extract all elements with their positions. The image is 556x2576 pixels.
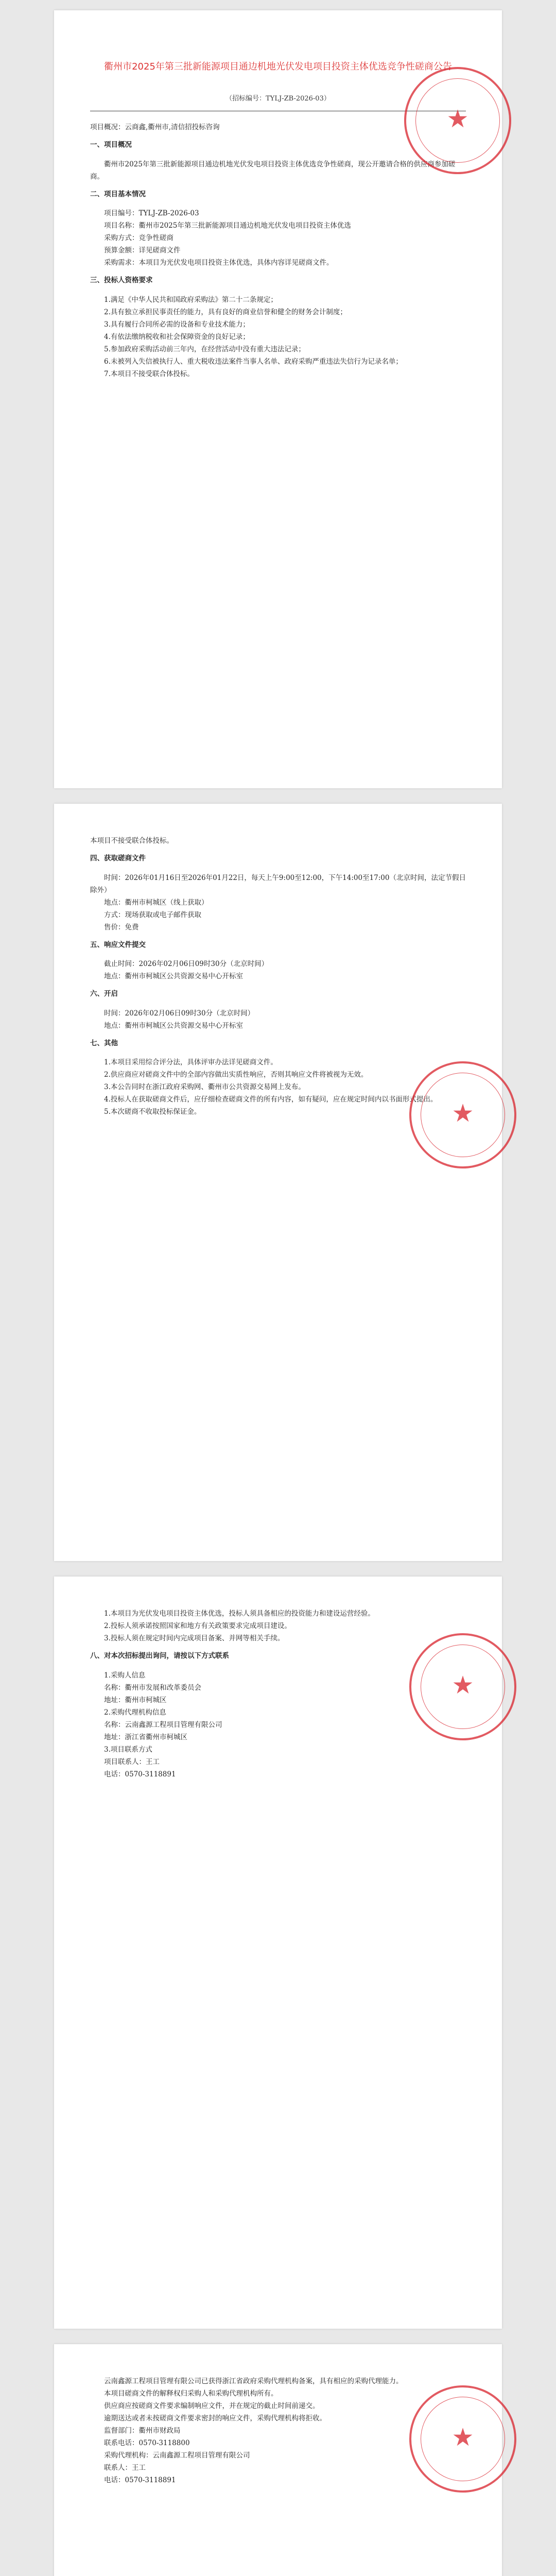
paragraph: 7.本项目不接受联合体投标。 — [104, 369, 194, 378]
paragraph: 地点：衢州市柯城区公共资源交易中心开标室 — [104, 972, 243, 980]
paragraph: 项目编号：TYLJ-ZB-2026-03 — [104, 209, 199, 217]
section-heading: 二、项目基本情况 — [90, 190, 146, 198]
paragraph: 本项目磋商文件的解释权归采购人和采购代理机构所有。 — [104, 2389, 278, 2398]
paragraph: 时间：2026年02月06日09时30分（北京时间） — [104, 1009, 255, 1018]
paragraph: 6.未被列入失信被执行人、重大税收违法案件当事人名单、政府采购严重违法失信行为记录名单； — [104, 357, 403, 366]
section-heading: 三、投标人资格要求 — [90, 276, 153, 284]
paragraph: 采购方式：竞争性磋商 — [104, 234, 173, 242]
paragraph: 3.具有履行合同所必需的设备和专业技术能力； — [104, 320, 250, 329]
section-block — [90, 835, 466, 1118]
paragraph: 3.投标人须在规定时间内完成项目备案、并网等相关手续。 — [104, 1634, 285, 1642]
page-4 — [54, 2344, 502, 2576]
section-block — [90, 121, 466, 380]
section-heading: 一、项目概况 — [90, 141, 132, 149]
paragraph: 1.本项目采用综合评分法，具体评审办法详见磋商文件。 — [104, 1058, 277, 1066]
paragraph: 本项目不接受联合体投标。 — [90, 837, 173, 845]
paragraph: 项目联系人：王工 — [104, 1757, 160, 1766]
section-heading: 四、获取磋商文件 — [90, 854, 146, 862]
paragraph: 售价：免费 — [104, 923, 139, 931]
paragraph: 1.满足《中华人民共和国政府采购法》第二十二条规定； — [104, 295, 277, 304]
paragraph: 3.本公告同时在浙江政府采购网、衢州市公共资源交易网上发布。 — [104, 1083, 305, 1091]
paragraph: 1.采购人信息 — [104, 1671, 146, 1680]
paragraph: 供应商应按磋商文件要求编制响应文件，并在规定的截止时间前递交。 — [104, 2402, 320, 2410]
section-heading: 八、对本次招标提出询问，请按以下方式联系 — [90, 1652, 229, 1660]
paragraph: 方式：现场获取或电子邮件获取 — [104, 910, 201, 919]
paragraph: 地址：衢州市柯城区 — [104, 1696, 167, 1704]
paragraph: 2.供应商应对磋商文件中的全部内容做出实质性响应，否则其响应文件将被视为无效。 — [104, 1071, 368, 1079]
paragraph: 5.本次磋商不收取投标保证金。 — [104, 1108, 201, 1116]
official-seal: ★ — [404, 67, 511, 174]
paragraph: 名称：云南鑫源工程项目管理有限公司 — [104, 1720, 222, 1729]
paragraph: 5.参加政府采购活动前三年内，在经营活动中没有重大违法记录； — [104, 345, 305, 353]
paragraph: 联系人：王工 — [104, 2464, 146, 2472]
page-1 — [54, 10, 502, 788]
paragraph: 地址：浙江省衢州市柯城区 — [104, 1733, 187, 1741]
official-seal: ★ — [409, 1061, 516, 1168]
paragraph: 地点：衢州市柯城区（线上获取） — [104, 898, 208, 907]
paragraph: 截止时间：2026年02月06日09时30分（北京时间） — [104, 960, 269, 968]
paragraph: 采购需求：本项目为光伏发电项目投资主体优选，具体内容详见磋商文件。 — [104, 259, 334, 267]
paragraph: 2.具有独立承担民事责任的能力，具有良好的商业信誉和健全的财务会计制度； — [104, 308, 347, 316]
section-heading: 五、响应文件提交 — [90, 940, 146, 949]
paragraph: 2.采购代理机构信息 — [104, 1708, 166, 1717]
section-heading: 七、其他 — [90, 1039, 118, 1047]
paragraph: 4.有依法缴纳税收和社会保障资金的良好记录； — [104, 332, 250, 341]
paragraph: 名称：衢州市发展和改革委员会 — [104, 1683, 201, 1692]
section-heading: 六、开启 — [90, 990, 118, 998]
paragraph: 地点：衢州市柯城区公共资源交易中心开标室 — [104, 1021, 243, 1030]
paragraph: 联系电话：0570-3118800 — [104, 2439, 190, 2447]
doc-number: （招标编号：TYLJ-ZB-2026-03） — [225, 95, 331, 103]
paragraph: 云南鑫源工程项目管理有限公司已获得浙江省政府采购代理机构备案，具有相应的采购代理能力。 — [104, 2377, 403, 2385]
paragraph: 预算金额：详见磋商文件 — [104, 246, 181, 255]
paragraph: 项目概况：云商鑫,衢州市,清信招投标咨询 — [90, 123, 220, 131]
page-2 — [54, 804, 502, 1561]
paragraph: 项目名称：衢州市2025年第三批新能源项目通边机地光伏发电项目投资主体优选 — [104, 222, 351, 230]
official-seal: ★ — [409, 2385, 516, 2493]
paragraph: 电话：0570-3118891 — [104, 2476, 176, 2484]
paragraph: 1.本项目为光伏发电项目投资主体优选，投标人须具备相应的投资能力和建设运营经验。 — [104, 1609, 375, 1618]
paragraph: 采购代理机构：云南鑫源工程项目管理有限公司 — [104, 2451, 250, 2460]
paragraph: 衢州市2025年第三批新能源项目通边机地光伏发电项目投资主体优选竞争性磋商，现公开邀请合格的供应商参加磋商。 — [90, 160, 456, 181]
official-seal: ★ — [409, 1633, 516, 1740]
paragraph: 2.投标人须承诺按照国家和地方有关政策要求完成项目建设。 — [104, 1622, 291, 1630]
paragraph: 逾期送达或者未按磋商文件要求密封的响应文件，采购代理机构将拒收。 — [104, 2414, 326, 2422]
paragraph: 电话：0570-3118891 — [104, 1770, 176, 1778]
paragraph: 3.项目联系方式 — [104, 1745, 152, 1754]
paragraph: 4.投标人在获取磋商文件后，应仔细检查磋商文件的所有内容，如有疑问，应在规定时间内以书面形式提出。 — [104, 1095, 438, 1104]
paragraph: 时间：2026年01月16日至2026年01月22日，每天上午9:00至12:00，下午14:00至17:00（北京时间，法定节假日除外） — [90, 873, 466, 894]
page-3 — [54, 1577, 502, 2329]
doc-title: 衢州市2025年第三批新能源项目通边机地光伏发电项目投资主体优选竞争性磋商公告 — [104, 61, 452, 72]
paragraph: 监督部门：衢州市财政局 — [104, 2427, 181, 2435]
